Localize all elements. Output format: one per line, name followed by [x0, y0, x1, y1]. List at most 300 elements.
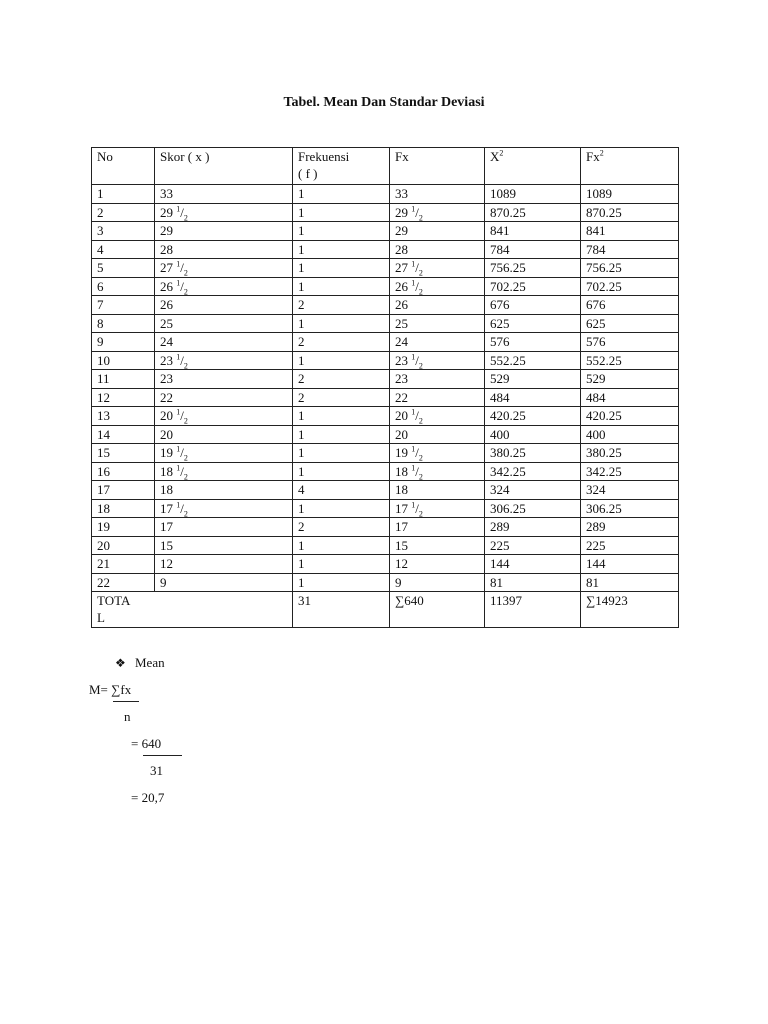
cell-skor: [155, 185, 293, 204]
cell-frekuensi-value: 1: [298, 352, 305, 368]
table-row: [92, 277, 679, 296]
header-skor: Skor ( x ): [155, 148, 293, 185]
cell-no: [92, 314, 155, 333]
cell-x-squared-value: 484: [490, 389, 510, 405]
cell-no-value: 9: [97, 334, 104, 349]
cell-skor: [155, 499, 293, 518]
cell-frekuensi: [293, 499, 390, 518]
cell-x-squared-value: 289: [490, 519, 510, 534]
cell-x-squared: [485, 314, 581, 333]
half-fraction: $^1/_2$: [176, 278, 188, 297]
header-fx-base: Fx: [586, 149, 600, 164]
cell-fx-value: 17: [395, 500, 408, 516]
cell-x-squared-value: 342.25: [490, 463, 526, 479]
cell-x-squared-value: 1089: [490, 186, 516, 201]
cell-skor: [155, 444, 293, 463]
cell-fx-value: 12: [395, 556, 408, 571]
cell-frekuensi-value: 1: [298, 278, 305, 294]
fraction-denominator: 2: [183, 453, 188, 463]
table-row: [92, 185, 679, 204]
cell-x-squared-value: 144: [490, 556, 510, 571]
cell-no-value: 15: [97, 445, 110, 460]
half-fraction: $^1/_2$: [176, 352, 188, 371]
cell-fx: [390, 388, 485, 407]
total-label-line2: L: [97, 610, 105, 625]
table-row: [92, 462, 679, 481]
cell-fx-squared-value: 841: [586, 223, 606, 238]
half-fraction: $^1/_2$: [411, 463, 423, 482]
cell-skor-value: 27: [160, 260, 173, 275]
cell-no-value: 19: [97, 519, 110, 534]
cell-fx-squared-value: 1089: [586, 186, 612, 201]
cell-x-squared-value: 420.25: [490, 408, 526, 423]
cell-frekuensi-value: 1: [298, 574, 305, 590]
fraction-numerator: 1: [411, 444, 416, 454]
cell-fx-squared: [581, 388, 679, 407]
cell-fx: [390, 573, 485, 592]
cell-skor: [155, 573, 293, 592]
cell-fx-value: 17: [395, 519, 408, 534]
cell-fx-value: 24: [395, 334, 408, 349]
header-frekuensi-line2: ( f ): [298, 166, 318, 181]
cell-x-squared-value: 676: [490, 297, 510, 312]
fraction-numerator: 1: [176, 444, 181, 454]
cell-no-value: 22: [97, 574, 110, 590]
table-row: [92, 536, 679, 555]
cell-no-value: 21: [97, 556, 110, 571]
table-row: [92, 351, 679, 370]
cell-no: [92, 259, 155, 278]
fraction-numerator: 1: [176, 259, 181, 269]
cell-fx-value: 23: [395, 371, 408, 386]
cell-fx-squared: [581, 536, 679, 555]
cell-x-squared: [485, 222, 581, 241]
cell-frekuensi-value: 1: [298, 204, 305, 220]
cell-x-squared: [485, 462, 581, 481]
cell-x-squared: [485, 388, 581, 407]
table-row: [92, 444, 679, 463]
cell-x-squared: [485, 296, 581, 315]
header-x-squared: [485, 148, 581, 185]
cell-no-value: 4: [97, 241, 104, 257]
table-body: [92, 185, 679, 592]
cell-fx: [390, 499, 485, 518]
cell-x-squared-value: 225: [490, 537, 510, 553]
table-header-row: [92, 148, 679, 185]
cell-skor-value: 20: [160, 426, 173, 442]
cell-x-squared-value: 756.25: [490, 260, 526, 275]
cell-fx-value: 23: [395, 352, 408, 368]
cell-fx-squared-value: 702.25: [586, 278, 622, 294]
cell-no-value: 3: [97, 223, 104, 238]
cell-no: [92, 444, 155, 463]
cell-no-value: 6: [97, 278, 104, 294]
cell-skor-value: 18: [160, 463, 173, 479]
cell-skor: [155, 296, 293, 315]
cell-skor-value: 24: [160, 334, 173, 349]
cell-frekuensi: [293, 296, 390, 315]
cell-skor-value: 26: [160, 278, 173, 294]
fraction-denominator: 2: [418, 268, 423, 278]
cell-no: [92, 536, 155, 555]
cell-fx-squared: [581, 481, 679, 500]
mean-heading: [115, 655, 165, 671]
half-fraction: $^1/_2$: [176, 500, 188, 519]
fraction-denominator: 2: [418, 416, 423, 426]
cell-skor: [155, 518, 293, 537]
cell-frekuensi: [293, 407, 390, 426]
cell-x-squared: [485, 259, 581, 278]
cell-no-value: 11: [97, 371, 110, 386]
table-row: [92, 425, 679, 444]
cell-no-value: 7: [97, 297, 104, 312]
table-row: [92, 555, 679, 574]
cell-fx-squared: [581, 203, 679, 222]
cell-fx-value: 29: [395, 223, 408, 238]
cell-frekuensi: [293, 351, 390, 370]
cell-fx-squared: [581, 185, 679, 204]
cell-frekuensi: [293, 481, 390, 500]
total-fx-squared: ∑14923: [581, 592, 679, 628]
fraction-denominator: 2: [418, 453, 423, 463]
cell-x-squared: [485, 240, 581, 259]
cell-skor: [155, 425, 293, 444]
cell-fx-squared: [581, 499, 679, 518]
cell-frekuensi: [293, 425, 390, 444]
cell-no: [92, 222, 155, 241]
cell-no-value: 20: [97, 537, 110, 553]
cell-no: [92, 240, 155, 259]
cell-fx: [390, 370, 485, 389]
cell-no-value: 18: [97, 500, 110, 516]
cell-x-squared: [485, 370, 581, 389]
cell-fx-squared: [581, 314, 679, 333]
cell-frekuensi-value: 1: [298, 445, 305, 460]
mean-step-numerator: = 640: [131, 736, 162, 751]
table-row: [92, 481, 679, 500]
fraction-numerator: 1: [411, 204, 416, 214]
table-row: [92, 203, 679, 222]
cell-skor: [155, 277, 293, 296]
cell-fx: [390, 203, 485, 222]
cell-fx-value: 25: [395, 315, 408, 331]
cell-fx-value: 22: [395, 389, 408, 405]
table-row: [92, 240, 679, 259]
cell-x-squared: [485, 185, 581, 204]
cell-fx-value: 26: [395, 297, 408, 312]
cell-fx-value: 9: [395, 574, 402, 590]
cell-skor: [155, 333, 293, 352]
cell-x-squared: [485, 351, 581, 370]
table-row: [92, 259, 679, 278]
cell-fx-value: 33: [395, 186, 408, 201]
fraction-denominator: 2: [418, 472, 423, 482]
cell-frekuensi-value: 1: [298, 463, 305, 479]
cell-x-squared-value: 306.25: [490, 500, 526, 516]
cell-skor: [155, 407, 293, 426]
cell-frekuensi: [293, 222, 390, 241]
cell-no: [92, 203, 155, 222]
table-row: [92, 314, 679, 333]
total-x-squared: 11397: [485, 592, 581, 628]
cell-fx: [390, 462, 485, 481]
cell-no-value: 13: [97, 408, 110, 423]
fraction-denominator: 2: [418, 213, 423, 223]
cell-skor-value: 26: [160, 297, 173, 312]
cell-fx: [390, 314, 485, 333]
cell-x-squared: [485, 203, 581, 222]
cell-skor-value: 9: [160, 574, 167, 590]
cell-no: [92, 499, 155, 518]
cell-skor: [155, 351, 293, 370]
cell-fx-squared-value: 484: [586, 389, 606, 405]
cell-no: [92, 555, 155, 574]
cell-fx-squared-value: 870.25: [586, 204, 622, 220]
cell-fx-squared-value: 420.25: [586, 408, 622, 423]
fraction-denominator: 2: [183, 287, 188, 297]
cell-x-squared: [485, 481, 581, 500]
cell-skor: [155, 536, 293, 555]
cell-x-squared: [485, 518, 581, 537]
cell-x-squared-value: 552.25: [490, 352, 526, 368]
cell-frekuensi: [293, 314, 390, 333]
cell-fx-squared: [581, 277, 679, 296]
cell-no: [92, 481, 155, 500]
cell-x-squared-value: 870.25: [490, 204, 526, 220]
cell-no: [92, 351, 155, 370]
cell-fx-squared: [581, 333, 679, 352]
fraction-denominator: 2: [418, 509, 423, 519]
cell-frekuensi: [293, 333, 390, 352]
cell-frekuensi: [293, 240, 390, 259]
cell-frekuensi: [293, 203, 390, 222]
fraction-numerator: 1: [411, 500, 416, 510]
cell-x-squared: [485, 277, 581, 296]
cell-fx: [390, 481, 485, 500]
cell-frekuensi: [293, 555, 390, 574]
cell-no-value: 2: [97, 204, 104, 220]
fraction-denominator: 2: [183, 472, 188, 482]
cell-frekuensi-value: 2: [298, 297, 305, 312]
cell-fx-squared-value: 529: [586, 371, 606, 386]
half-fraction: $^1/_2$: [411, 444, 423, 463]
cell-skor-value: 33: [160, 186, 173, 201]
cell-x-squared: [485, 555, 581, 574]
cell-fx-squared-value: 342.25: [586, 463, 622, 479]
cell-fx-squared-value: 552.25: [586, 352, 622, 368]
half-fraction: $^1/_2$: [411, 352, 423, 371]
cell-frekuensi: [293, 388, 390, 407]
fraction-numerator: 1: [176, 278, 181, 288]
fraction-numerator: 1: [176, 352, 181, 362]
cell-no-value: 17: [97, 482, 110, 497]
half-fraction: $^1/_2$: [411, 407, 423, 426]
table-row: [92, 573, 679, 592]
cell-fx: [390, 536, 485, 555]
header-no: No: [92, 148, 155, 185]
cell-no: [92, 388, 155, 407]
cell-x-squared: [485, 444, 581, 463]
cell-no: [92, 296, 155, 315]
cell-skor-value: 23: [160, 371, 173, 386]
cell-frekuensi-value: 1: [298, 315, 305, 331]
cell-fx-squared-value: 225: [586, 537, 606, 553]
cell-fx: [390, 333, 485, 352]
table-row: [92, 518, 679, 537]
cell-fx-squared: [581, 351, 679, 370]
cell-skor-value: 19: [160, 445, 173, 460]
fraction-denominator: 2: [418, 287, 423, 297]
fraction-numerator: 1: [176, 204, 181, 214]
cell-frekuensi-value: 2: [298, 371, 305, 386]
mean-step-denominator: 31: [150, 763, 163, 778]
cell-skor: [155, 462, 293, 481]
step-fraction-bar: [143, 755, 182, 756]
header-fx: Fx: [390, 148, 485, 185]
cell-no-value: 16: [97, 463, 110, 479]
cell-frekuensi-value: 2: [298, 519, 305, 534]
fraction-denominator: 2: [183, 268, 188, 278]
table-row: [92, 296, 679, 315]
cell-x-squared-value: 400: [490, 426, 510, 442]
table-row: [92, 499, 679, 518]
cell-fx-value: 29: [395, 204, 408, 220]
cell-fx-squared-value: 81: [586, 574, 599, 590]
total-fx: ∑640: [390, 592, 485, 628]
cell-frekuensi-value: 1: [298, 260, 305, 275]
half-fraction: $^1/_2$: [411, 259, 423, 278]
cell-fx: [390, 444, 485, 463]
cell-no: [92, 462, 155, 481]
cell-fx: [390, 240, 485, 259]
half-fraction: $^1/_2$: [176, 463, 188, 482]
cell-no: [92, 333, 155, 352]
cell-fx-squared-value: 306.25: [586, 500, 622, 516]
cell-no: [92, 370, 155, 389]
page-title: Tabel. Mean Dan Standar Deviasi: [283, 95, 485, 110]
cell-frekuensi-value: 1: [298, 500, 305, 516]
cell-fx-squared-value: 756.25: [586, 260, 622, 275]
cell-x-squared: [485, 425, 581, 444]
half-fraction: $^1/_2$: [176, 407, 188, 426]
cell-skor: [155, 555, 293, 574]
cell-frekuensi: [293, 259, 390, 278]
cell-fx-value: 27: [395, 260, 408, 275]
half-fraction: $^1/_2$: [411, 278, 423, 297]
fraction-denominator: 2: [183, 213, 188, 223]
table-total-row: [92, 592, 679, 628]
cell-fx: [390, 518, 485, 537]
cell-x-squared: [485, 499, 581, 518]
cell-skor: [155, 259, 293, 278]
cell-fx: [390, 425, 485, 444]
cell-skor-value: 17: [160, 519, 173, 534]
mean-heading-label: Mean: [135, 655, 165, 670]
cell-fx-squared: [581, 296, 679, 315]
cell-fx-squared-value: 144: [586, 556, 606, 571]
fraction-denominator: 2: [183, 416, 188, 426]
header-fx-exponent: 2: [599, 148, 604, 158]
cell-fx-squared: [581, 555, 679, 574]
cell-fx: [390, 185, 485, 204]
mean-formula: M= ∑fx: [89, 682, 132, 697]
cell-fx-value: 28: [395, 241, 408, 257]
cell-x-squared-value: 81: [490, 574, 503, 590]
header-frekuensi: [293, 148, 390, 185]
fraction-numerator: 1: [411, 259, 416, 269]
cell-skor-value: 22: [160, 389, 173, 405]
mean-std-table: [91, 147, 679, 628]
cell-skor: [155, 314, 293, 333]
cell-skor-value: 15: [160, 537, 173, 553]
cell-fx-squared-value: 784: [586, 241, 606, 257]
cell-frekuensi: [293, 573, 390, 592]
cell-fx-squared-value: 324: [586, 482, 606, 497]
cell-x-squared-value: 625: [490, 315, 510, 331]
cell-skor-value: 25: [160, 315, 173, 331]
cell-no: [92, 407, 155, 426]
total-label: [92, 592, 293, 628]
cell-no: [92, 573, 155, 592]
cell-fx-squared: [581, 259, 679, 278]
cell-fx-value: 15: [395, 537, 408, 553]
cell-frekuensi-value: 1: [298, 537, 305, 553]
cell-frekuensi: [293, 444, 390, 463]
mean-result: = 20,7: [131, 790, 165, 805]
cell-x-squared: [485, 573, 581, 592]
cell-skor-value: 23: [160, 352, 173, 368]
cell-frekuensi: [293, 277, 390, 296]
cell-fx-squared-value: 380.25: [586, 445, 622, 460]
cell-fx-squared: [581, 462, 679, 481]
cell-x-squared-value: 529: [490, 371, 510, 386]
cell-frekuensi-value: 2: [298, 334, 305, 349]
cell-frekuensi-value: 1: [298, 556, 305, 571]
half-fraction: $^1/_2$: [176, 204, 188, 223]
half-fraction: $^1/_2$: [411, 500, 423, 519]
cell-frekuensi: [293, 185, 390, 204]
cell-fx-value: 20: [395, 408, 408, 423]
cell-no-value: 12: [97, 389, 110, 405]
mean-formula-denominator: n: [124, 709, 131, 724]
cell-no: [92, 277, 155, 296]
cell-x-squared-value: 576: [490, 334, 510, 349]
table-row: [92, 370, 679, 389]
cell-x-squared-value: 841: [490, 223, 510, 238]
fraction-denominator: 2: [183, 361, 188, 371]
cell-fx-squared-value: 625: [586, 315, 606, 331]
table-row: [92, 222, 679, 241]
cell-skor: [155, 388, 293, 407]
cell-no-value: 14: [97, 426, 110, 442]
fraction-denominator: 2: [183, 509, 188, 519]
fraction-denominator: 2: [418, 361, 423, 371]
cell-frekuensi-value: 1: [298, 241, 305, 257]
cell-no-value: 1: [97, 186, 104, 201]
cell-fx-squared: [581, 425, 679, 444]
cell-frekuensi: [293, 536, 390, 555]
fraction-numerator: 1: [411, 278, 416, 288]
cell-skor-value: 28: [160, 241, 173, 257]
total-frekuensi: 31: [293, 592, 390, 628]
cell-fx-value: 26: [395, 278, 408, 294]
header-frekuensi-line1: Frekuensi: [298, 149, 350, 164]
cell-skor: [155, 370, 293, 389]
cell-fx-squared: [581, 240, 679, 259]
cell-x-squared: [485, 333, 581, 352]
cell-skor: [155, 240, 293, 259]
cell-frekuensi-value: 1: [298, 223, 305, 238]
